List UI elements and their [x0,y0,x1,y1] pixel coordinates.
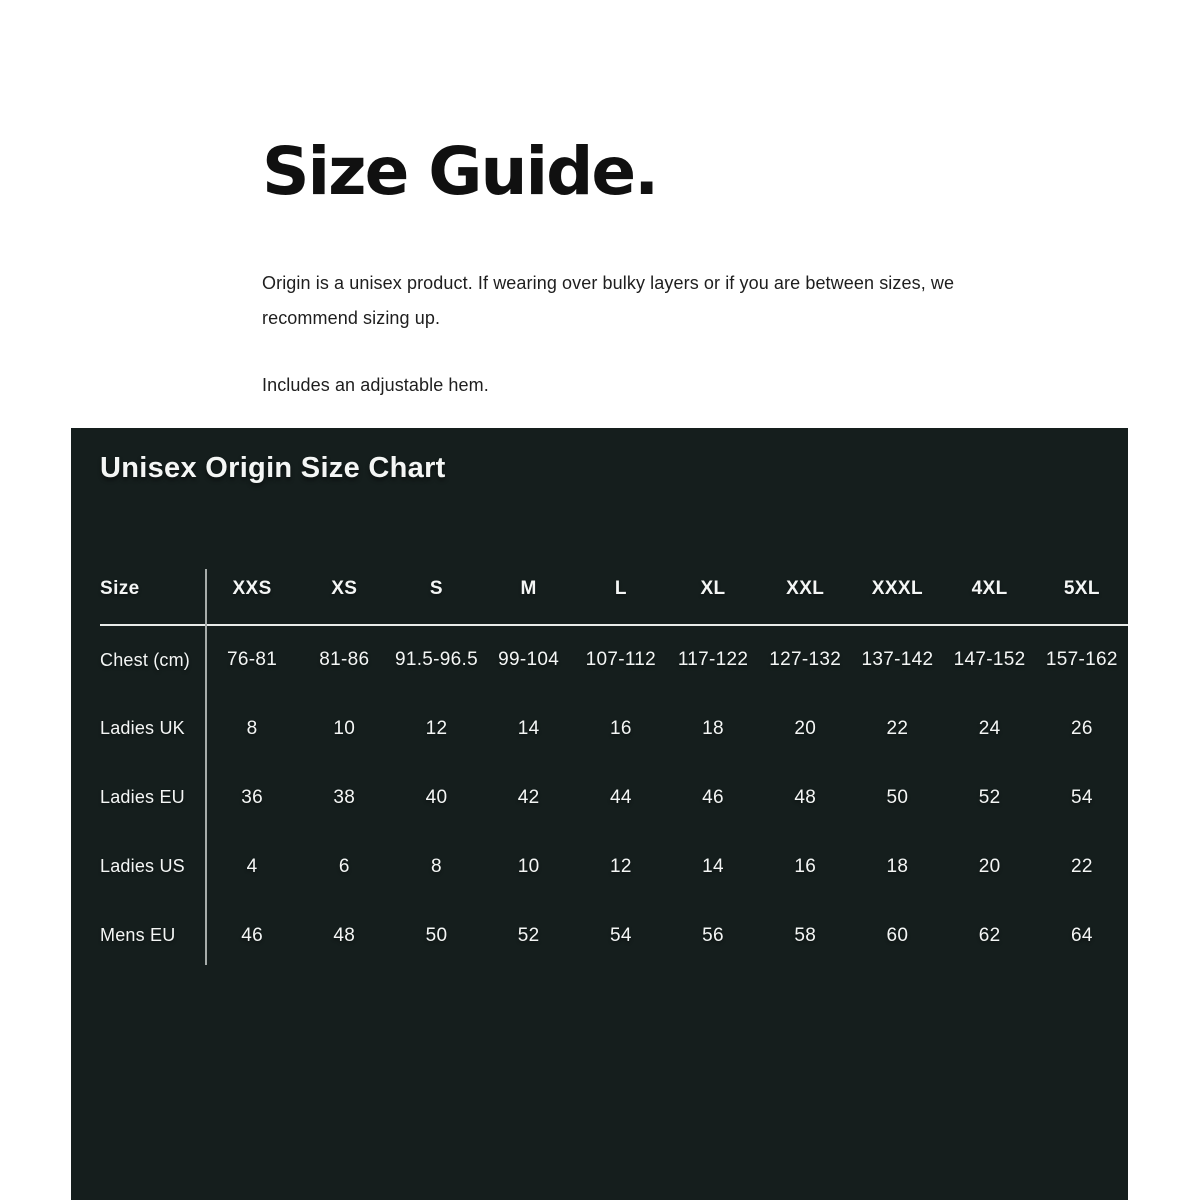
table-cell: 48 [333,924,356,946]
table-cell: 50 [886,786,909,808]
table-cell: 76-81 [227,649,278,670]
size-chart-body [100,625,1128,970]
column-header-s: S [429,577,443,599]
table-cell: 52 [517,924,540,946]
table-cell: 62 [978,924,1001,946]
table-cell: 10 [333,717,356,739]
table-cell: 12 [425,717,448,739]
table-cell: 81-86 [319,649,370,670]
table-cell: 137-142 [861,649,934,670]
table-cell: 91.5-96.5 [394,649,478,670]
row-label-ladies-uk: Ladies UK [100,718,185,738]
column-header-m: M [520,577,537,599]
table-cell: 60 [886,924,909,946]
column-header-5xl: 5XL [1063,577,1100,599]
table-cell: 10 [517,855,540,877]
table-cell: 117-122 [677,649,749,670]
table-cell: 64 [1070,924,1093,946]
table-cell: 8 [246,717,258,739]
table-cell: 107-112 [585,649,657,670]
column-header-xl: XL [700,577,726,599]
table-cell: 14 [702,855,724,877]
table-cell: 50 [425,924,448,946]
table-cell: 14 [517,717,540,739]
table-cell: 22 [1070,855,1093,877]
table-cell: 20 [794,717,817,739]
table-cell: 18 [886,855,909,877]
table-cell: 127-132 [769,649,842,670]
table-row-ladies-us [100,832,1128,901]
page-title: Size Guide. [262,133,658,210]
table-cell: 16 [794,855,817,877]
table-cell: 44 [609,786,632,808]
row-label-mens-eu: Mens EU [100,925,176,945]
table-cell: 56 [702,924,724,946]
row-label-chest-cm: Chest (cm) [100,649,191,670]
table-cell: 54 [1070,786,1093,808]
column-header-xxs: XXS [232,577,272,599]
intro-paragraph: Origin is a unisex product. If wearing over bulky layers or if you are between sizes, we recommend sizing up. [262,273,955,328]
column-header-xs: XS [331,577,358,599]
column-header-l: L [614,577,627,599]
table-cell: 16 [609,717,632,739]
table-row-mens-eu [100,901,1128,970]
column-header-xxl: XXL [786,577,825,599]
table-cell: 4 [246,855,258,877]
table-cell: 18 [702,717,724,739]
table-cell: 20 [978,855,1001,877]
table-cell: 48 [794,786,817,808]
table-cell: 58 [794,924,817,946]
row-label-ladies-eu: Ladies EU [100,787,185,807]
table-cell: 52 [978,786,1001,808]
table-cell: 26 [1070,717,1093,739]
table-cell: 38 [333,786,356,808]
column-divider-line [205,569,207,965]
table-row-chest-cm [100,625,1128,694]
table-row-ladies-uk [100,694,1128,763]
size-column-label: Size [100,577,140,599]
row-label-ladies-us: Ladies US [100,856,185,876]
size-chart-title: Unisex Origin Size Chart [100,452,446,484]
table-cell: 6 [338,855,350,877]
table-cell: 12 [609,855,632,877]
table-row-ladies-eu [100,763,1128,832]
table-cell: 99-104 [498,649,560,670]
intro-note: Includes an adjustable hem. [262,375,489,395]
table-cell: 40 [425,786,448,808]
table-cell: 147-152 [953,649,1026,670]
column-header-xxxl: XXXL [871,577,924,599]
table-cell: 157-162 [1045,649,1118,670]
table-cell: 46 [702,786,724,808]
size-chart-table [100,553,1128,970]
table-cell: 22 [886,717,909,739]
column-header-row [100,553,1128,625]
table-cell: 42 [517,786,540,808]
table-cell: 54 [609,924,632,946]
table-cell: 8 [431,855,442,877]
table-cell: 36 [241,786,263,808]
size-chart-panel [71,428,1128,1200]
column-header-4xl: 4XL [971,577,1008,599]
table-cell: 46 [241,924,263,946]
table-cell: 24 [978,717,1001,739]
